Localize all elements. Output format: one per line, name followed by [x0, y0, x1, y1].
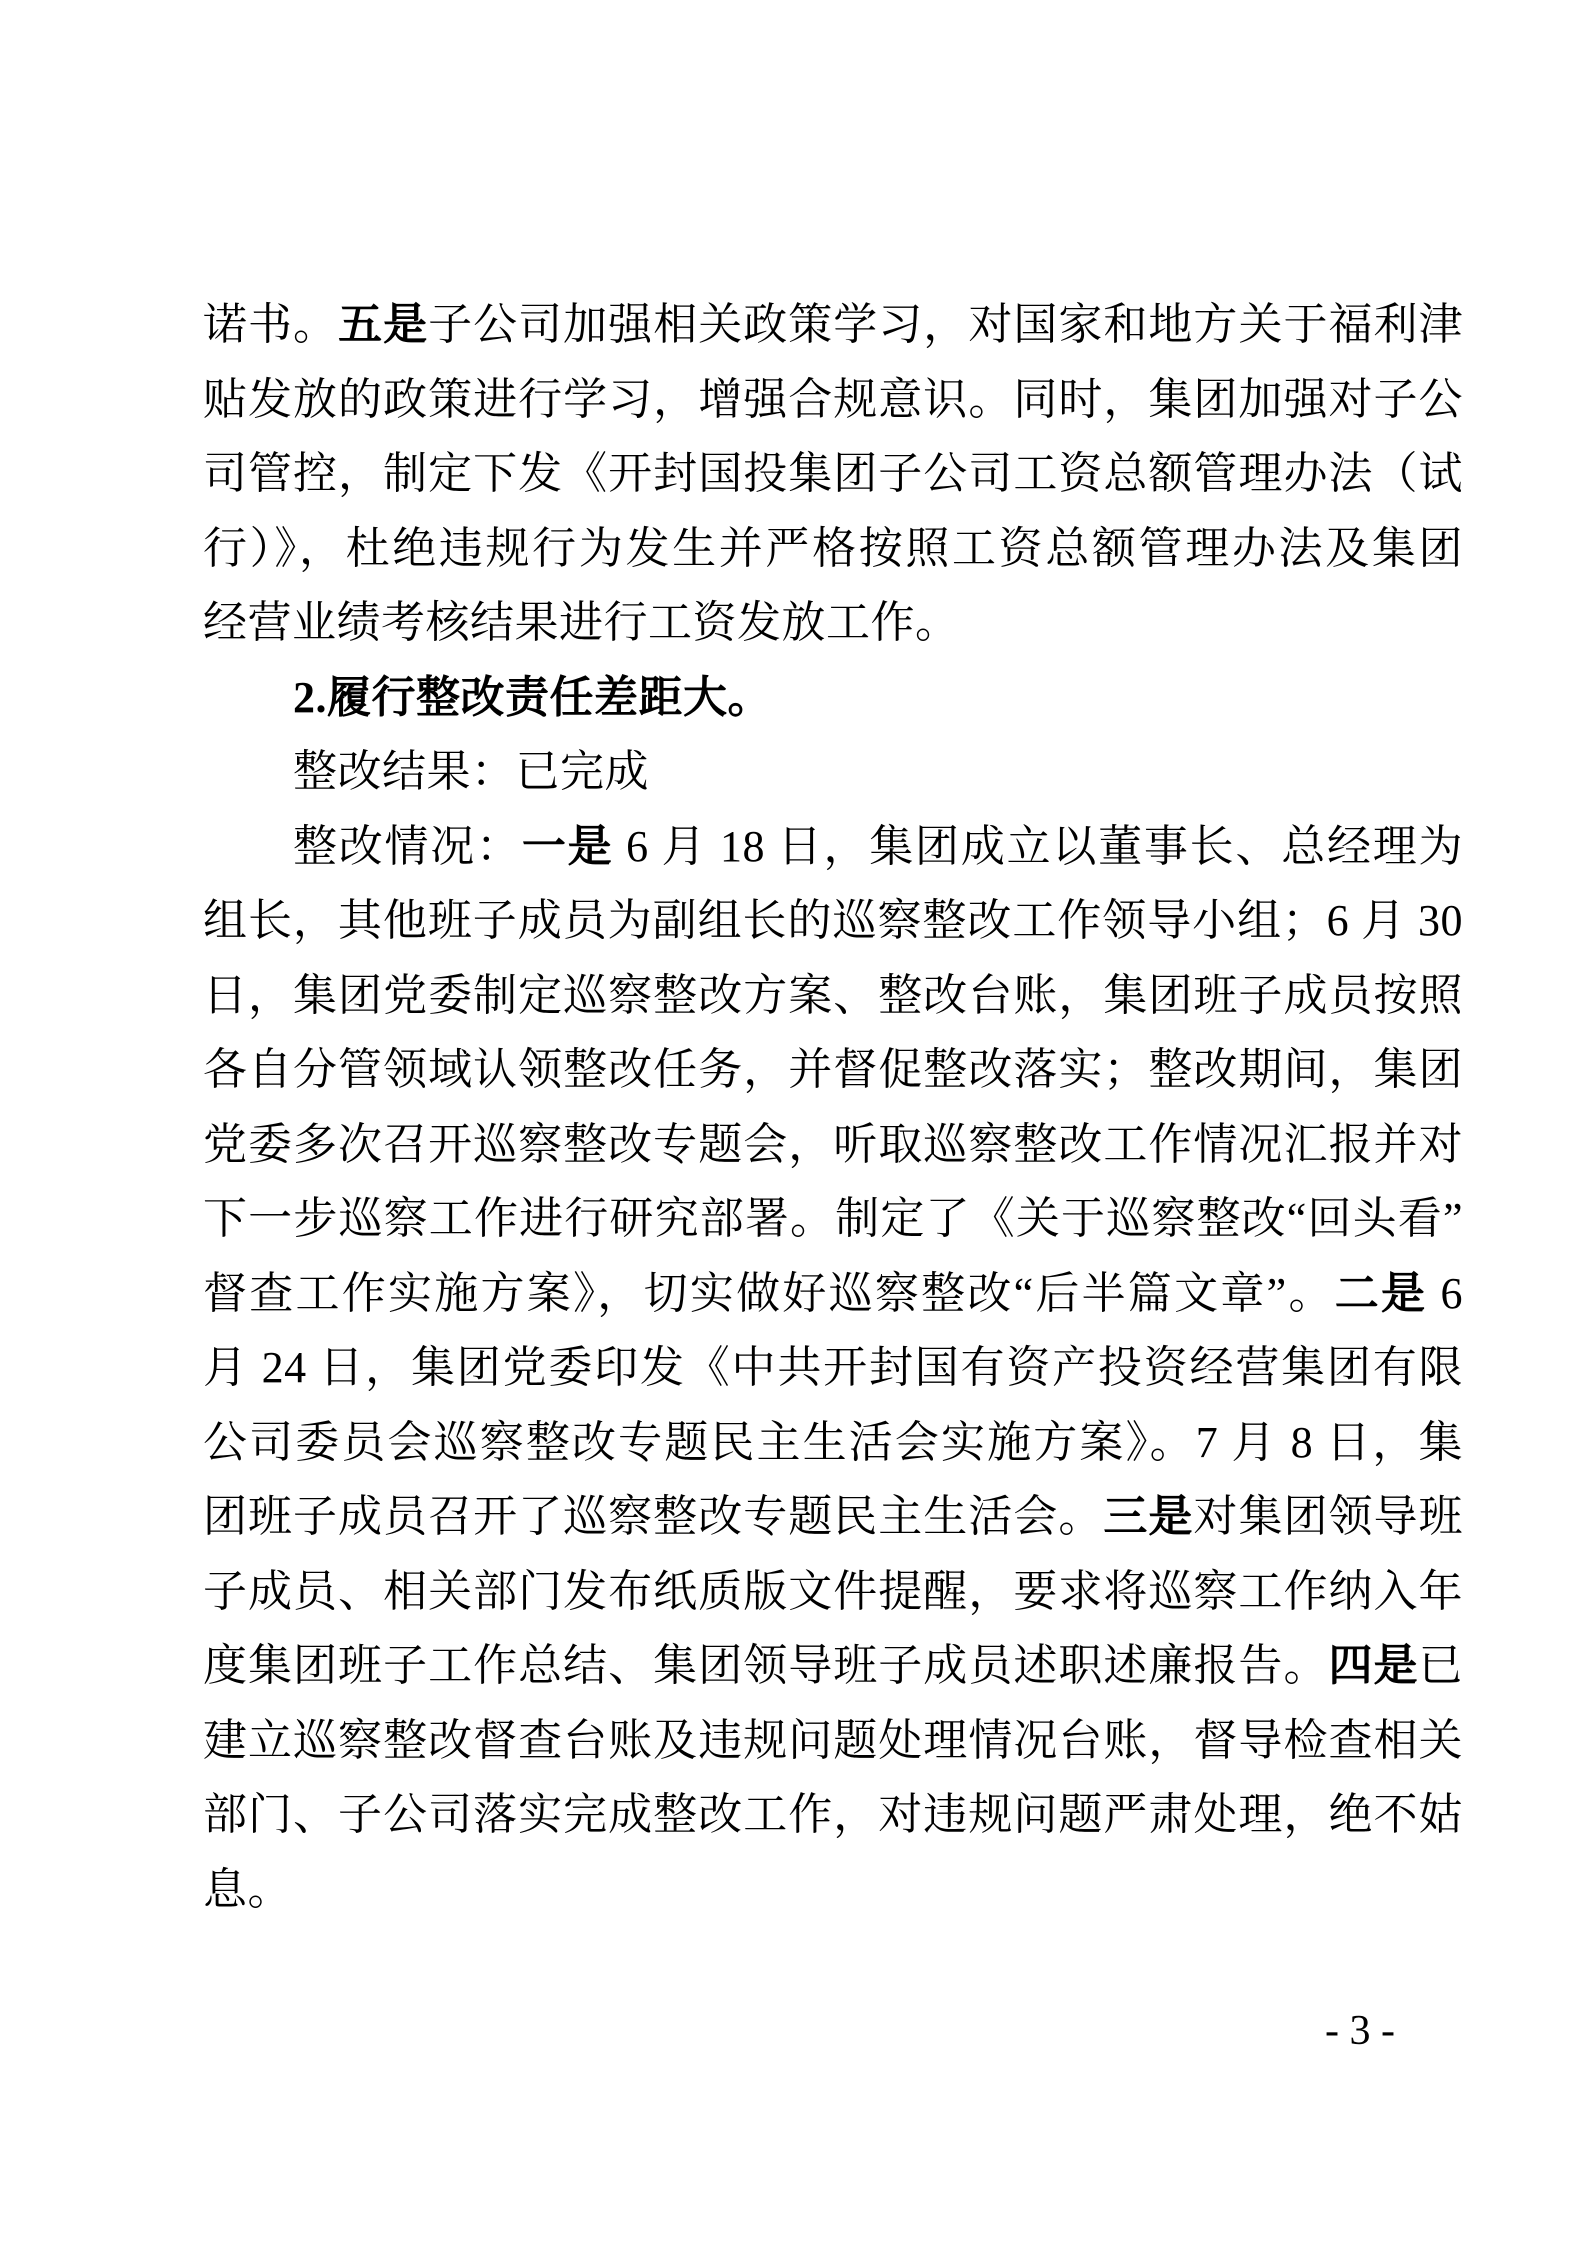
text-line [203, 1108, 1463, 1183]
text-line [203, 884, 1463, 959]
text-segment: 各自分管领域认领整改任务，并督促整改落实；整改期间，集团 [203, 1045, 1463, 1094]
text-line [203, 1778, 1463, 1853]
text-line [203, 288, 1463, 363]
text-line [203, 512, 1463, 587]
text-segment: 月 24 日，集团党委印发《中共开封国有资产投资经营集团有限 [203, 1343, 1463, 1392]
text-line [203, 959, 1463, 1034]
bold-text-segment: 二是 [1334, 1268, 1428, 1318]
text-line [203, 1331, 1463, 1406]
bold-text-segment: 一是 [521, 821, 614, 871]
text-segment: 贴发放的政策进行学习，增强合规意识。同时，集团加强对子公 [203, 374, 1463, 424]
text-line [203, 1704, 1463, 1779]
text-line [203, 1182, 1463, 1257]
text-segment: 息。 [203, 1864, 292, 1914]
text-segment: 经营业绩考核结果进行工资发放工作。 [203, 598, 960, 647]
text-line [203, 1555, 1463, 1630]
text-segment: 建立巡察整改督查台账及违规问题处理情况台账，督导检查相关 [203, 1715, 1463, 1765]
text-segment: 6 [1427, 1268, 1464, 1318]
text-segment: 整改结果：已完成 [293, 747, 649, 796]
bold-text-segment: 三是 [1103, 1492, 1194, 1541]
text-segment: 度集团班子工作总结、集团领导班子成员述职述廉报告。 [203, 1641, 1329, 1690]
text-line [203, 1257, 1463, 1332]
bold-text-segment: 2.履行整改责任差距大。 [293, 672, 772, 722]
text-line [203, 810, 1463, 885]
text-line [203, 735, 1463, 810]
text-segment: 子公司加强相关政策学习，对国家和地方关于福利津 [428, 300, 1464, 349]
text-segment: 团班子成员召开了巡察整改专题民主生活会。 [203, 1492, 1104, 1541]
text-segment: 部门、子公司落实完成整改工作，对违规问题严肃处理，绝不姑 [203, 1790, 1463, 1839]
text-segment: 诺书。 [203, 300, 339, 349]
text-segment: 整改情况： [293, 821, 522, 871]
text-line [203, 363, 1463, 438]
text-line [203, 1406, 1463, 1481]
text-segment: 组长，其他班子成员为副组长的巡察整改工作领导小组；6 月 30 [203, 896, 1463, 945]
text-segment: 司管控，制定下发《开封国投集团子公司工资总额管理办法（试 [203, 449, 1463, 498]
text-line [203, 1480, 1463, 1555]
text-segment: 行）》，杜绝违规行为发生并严格按照工资总额管理办法及集团 [203, 523, 1463, 573]
heading-line [203, 661, 1463, 736]
text-line [203, 1853, 1463, 1928]
page-number: - 3 - [1325, 2008, 1395, 2054]
text-segment: 下一步巡察工作进行研究部署。制定了《关于巡察整改“回头看” [203, 1194, 1463, 1243]
text-segment: 公司委员会巡察整改专题民主生活会实施方案》。7 月 8 日，集 [203, 1417, 1463, 1467]
document-body [203, 288, 1463, 1927]
text-segment: 党委多次召开巡察整改专题会，听取巡察整改工作情况汇报并对 [203, 1119, 1463, 1169]
text-line [203, 437, 1463, 512]
bold-text-segment: 四是 [1328, 1641, 1419, 1690]
text-segment: 日，集团党委制定巡察整改方案、整改台账，集团班子成员按照 [203, 970, 1463, 1020]
text-line [203, 1033, 1463, 1108]
text-line [203, 1629, 1463, 1704]
text-segment: 6 月 18 日，集团成立以董事长、总经理为 [613, 821, 1464, 871]
text-line [203, 586, 1463, 661]
text-segment: 已 [1418, 1641, 1464, 1690]
text-segment: 对集团领导班 [1193, 1492, 1464, 1541]
bold-text-segment: 五是 [338, 300, 429, 349]
text-segment: 督查工作实施方案》，切实做好巡察整改“后半篇文章”。 [203, 1268, 1335, 1318]
text-segment: 子成员、相关部门发布纸质版文件提醒，要求将巡察工作纳入年 [203, 1566, 1463, 1616]
